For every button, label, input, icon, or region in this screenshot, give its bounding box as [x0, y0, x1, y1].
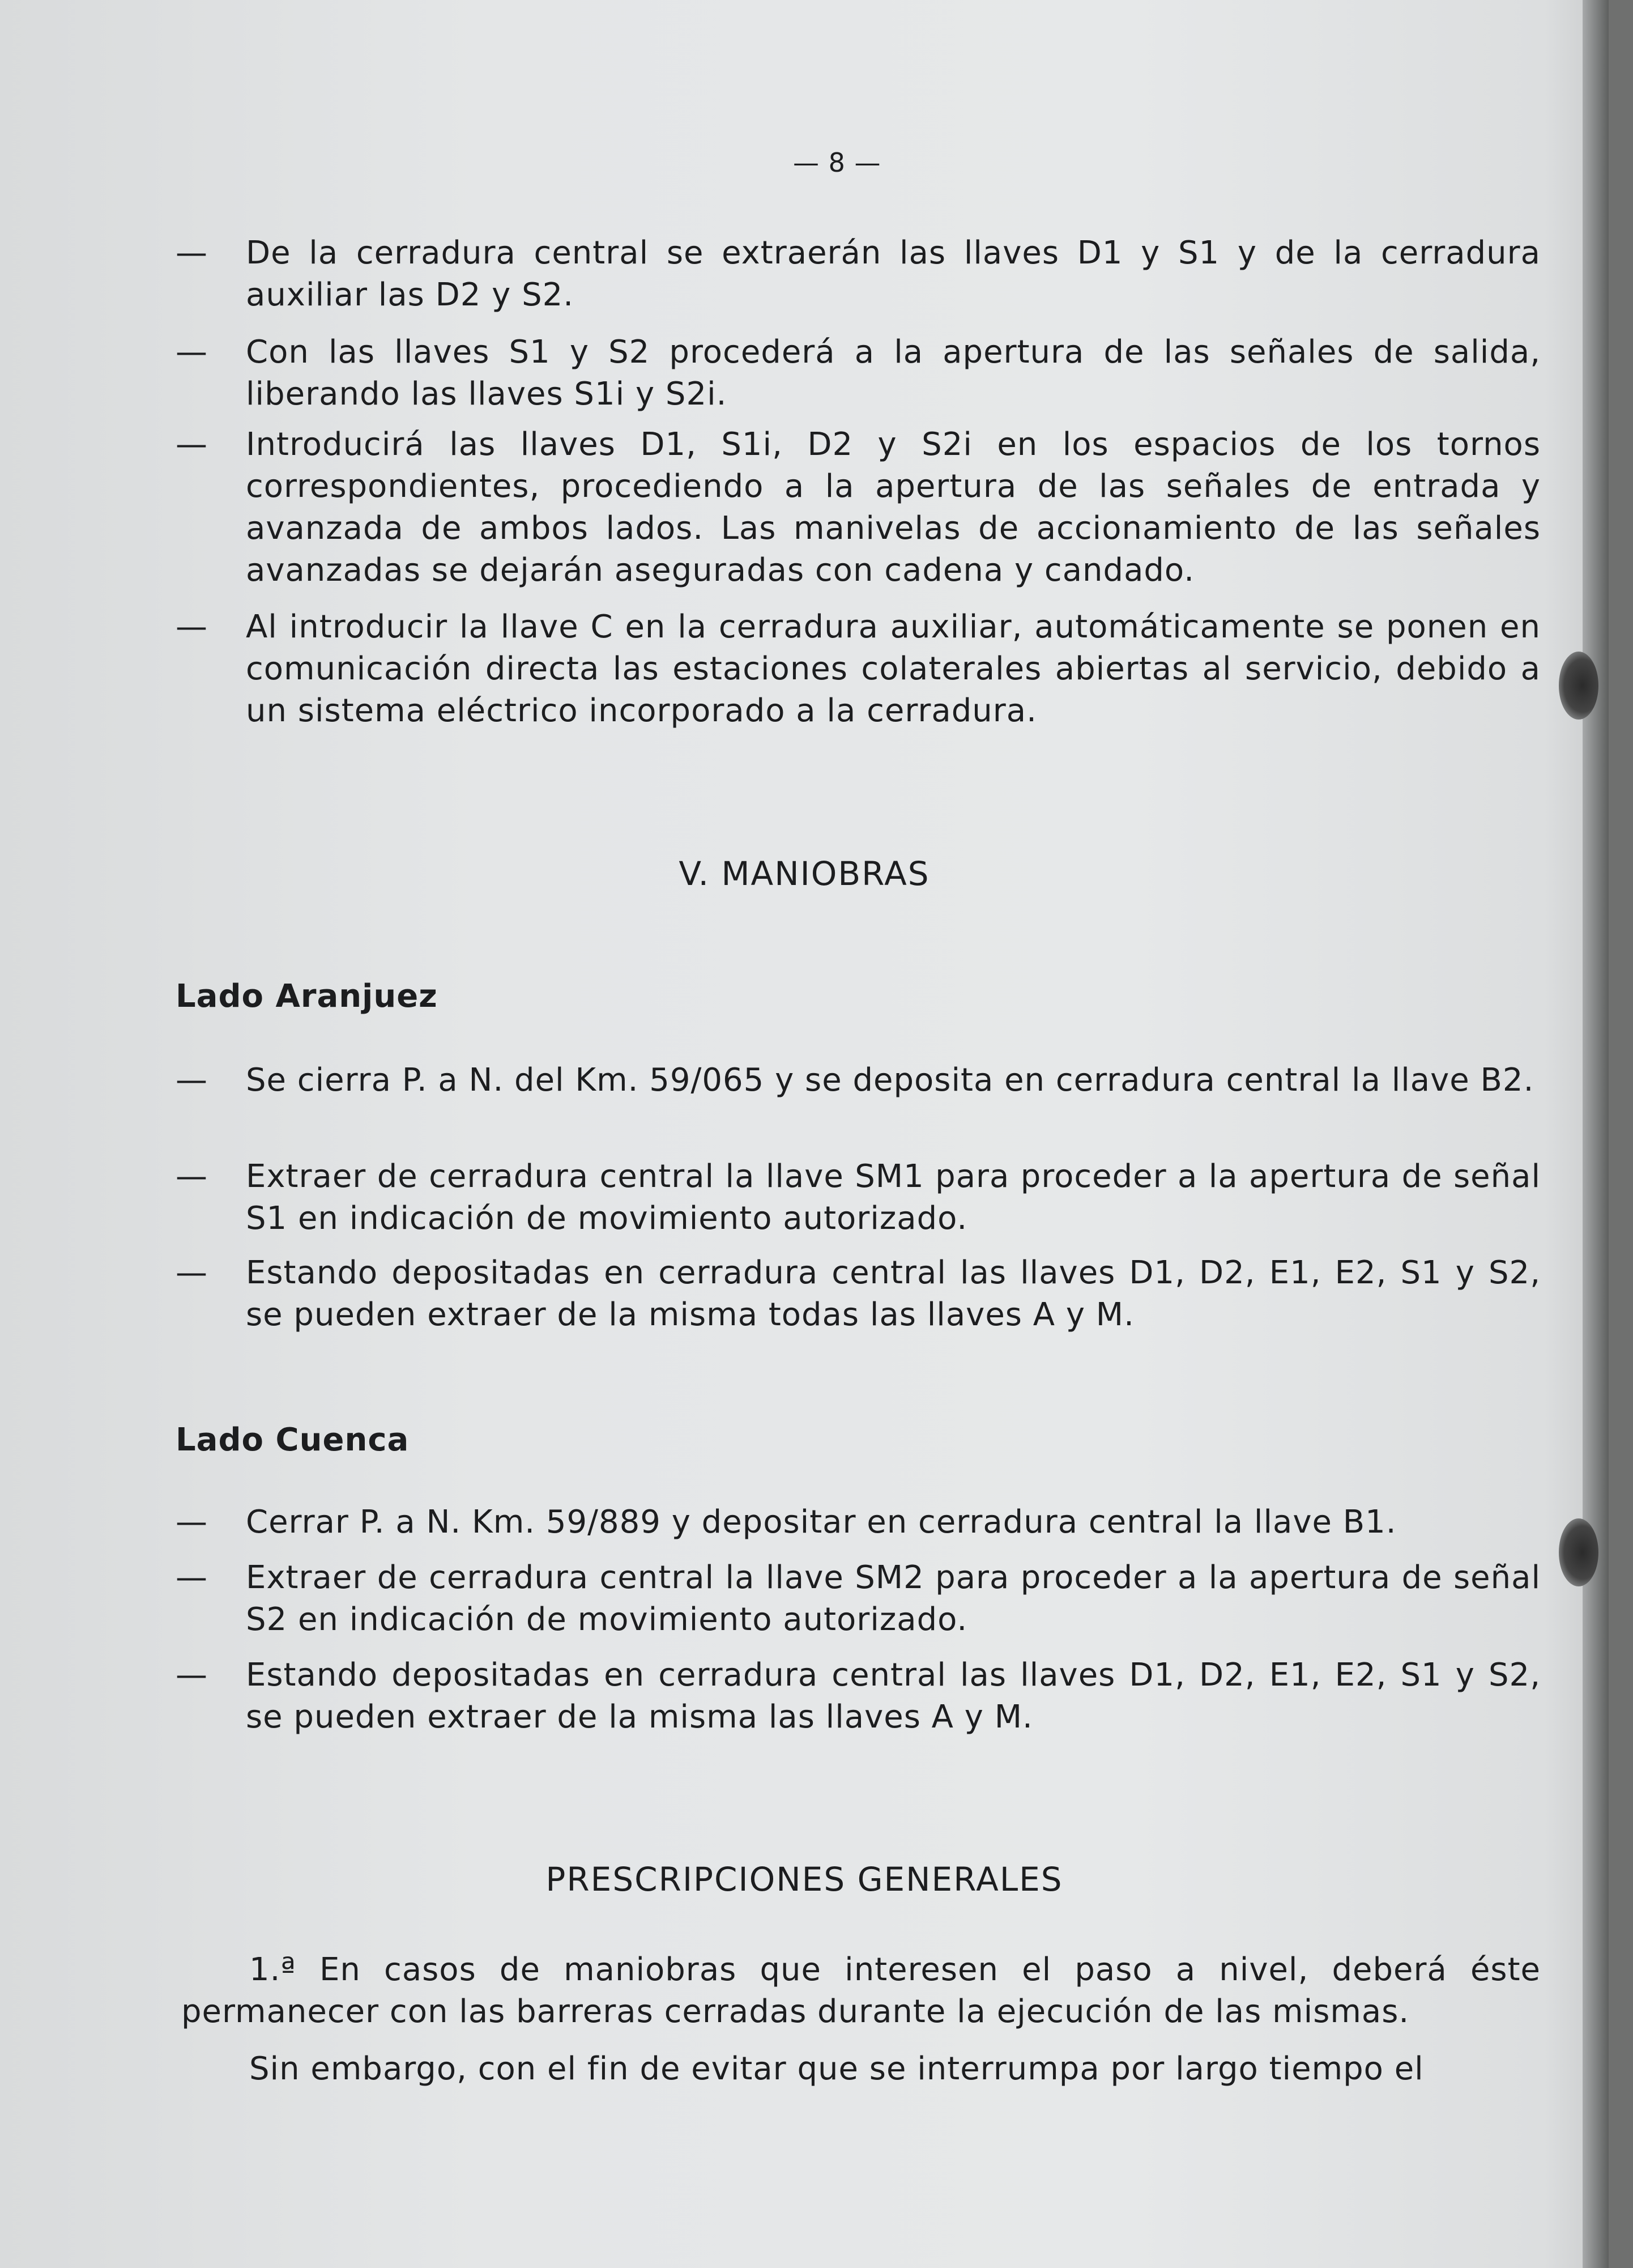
list-item	[176, 1557, 1541, 1641]
list-item	[176, 232, 1541, 316]
list-item	[176, 1654, 1541, 1738]
item-text: Estando depositadas en cerradura central las llaves D1, D2, E1, E2, S1 y S2, se pueden extraer de la misma las llaves A y M.	[246, 1657, 1541, 1735]
page-edge-shadow	[1583, 0, 1609, 2268]
list-item	[176, 424, 1541, 592]
item-text: Con las llaves S1 y S2 procederá a la apertura de las señales de salida, liberando las llaves S1i y S2i.	[246, 334, 1541, 412]
item-dash: —	[176, 334, 208, 371]
paragraph-1	[181, 1949, 1541, 2033]
list-item	[176, 1059, 1541, 1101]
item-dash: —	[176, 1254, 208, 1291]
item-text: Extraer de cerradura central la llave SM2 para proceder a la apertura de señal S2 en indicación de movimiento autorizado.	[246, 1559, 1541, 1638]
paragraph-2-text: Sin embargo, con el fin de evitar que se interrumpa por largo tiempo el	[249, 2050, 1424, 2087]
item-dash: —	[176, 609, 208, 645]
list-item	[176, 606, 1541, 732]
subheading-lado-aranjuez: Lado Aranjuez	[176, 978, 438, 1015]
item-dash: —	[176, 1657, 208, 1693]
binder-hole-top	[1559, 652, 1598, 720]
item-dash: —	[176, 1559, 208, 1596]
item-text: Se cierra P. a N. del Km. 59/065 y se deposita en cerradura central la llave B2.	[246, 1062, 1534, 1099]
item-text: Estando depositadas en cerradura central las llaves D1, D2, E1, E2, S1 y S2, se pueden extraer de la misma todas las llaves A y M.	[246, 1254, 1541, 1333]
paragraph-1-text: 1.ª En casos de maniobras que interesen el paso a nivel, deberá éste permanecer con las barreras cerradas durante la ejecución de las mismas.	[181, 1951, 1541, 2030]
item-text: Cerrar P. a N. Km. 59/889 y depositar en cerradura central la llave B1.	[246, 1504, 1397, 1541]
section-title-prescripciones: PRESCRIPCIONES GENERALES	[545, 1860, 1063, 1899]
item-text: De la cerradura central se extraerán las llaves D1 y S1 y de la cerradura auxiliar las D2 y S2.	[246, 235, 1541, 313]
item-text: Al introducir la llave C en la cerradura auxiliar, automáticamente se ponen en comunicación directa las estaciones colaterales abiertas al servicio, debido a un sistema eléctrico incorporado a la cerradura.	[246, 609, 1541, 729]
item-dash: —	[176, 235, 208, 271]
list-item	[176, 1501, 1541, 1543]
item-text: Introducirá las llaves D1, S1i, D2 y S2i en los espacios de los tornos correspondientes, procediendo a la apertura de las señales de entrada y avanzada de ambos lados. Las manivelas de accionamiento de las señales avanzadas se dejarán aseguradas con cadena y candado.	[246, 426, 1541, 589]
list-item	[176, 1156, 1541, 1240]
list-item	[176, 331, 1541, 415]
item-dash: —	[176, 1504, 208, 1541]
subheading-lado-cuenca: Lado Cuenca	[176, 1422, 410, 1458]
binder-hole-bottom	[1559, 1518, 1598, 1586]
section-title-maniobras: V. MANIOBRAS	[679, 854, 930, 893]
page-number: — 8 —	[793, 147, 881, 178]
item-dash: —	[176, 1062, 208, 1099]
item-dash: —	[176, 1158, 208, 1195]
item-text: Extraer de cerradura central la llave SM1 para proceder a la apertura de señal S1 en indicación de movimiento autorizado.	[246, 1158, 1541, 1237]
paragraph-2	[181, 2048, 1541, 2090]
list-item	[176, 1252, 1541, 1336]
item-dash: —	[176, 426, 208, 463]
